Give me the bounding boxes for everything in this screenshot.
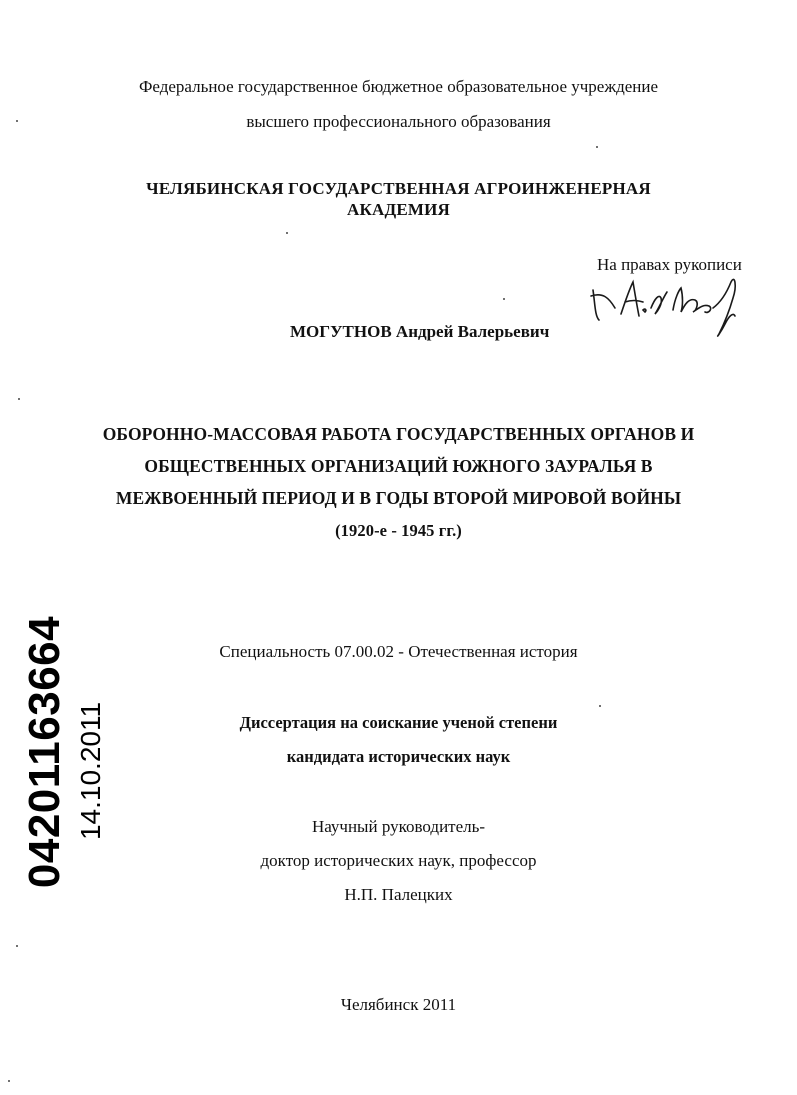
dissertation-degree-line-2: кандидата исторических наук bbox=[286, 747, 511, 766]
organization-line-2: высшего профессионального образования bbox=[246, 112, 551, 131]
scan-speck bbox=[18, 398, 20, 400]
city-and-year: Челябинск 2011 bbox=[340, 995, 457, 1014]
supervisor-degree: доктор исторических наук, профессор bbox=[260, 851, 537, 870]
dissertation-title-period: (1920-е - 1945 гг.) bbox=[335, 521, 462, 540]
dissertation-degree-line-1: Диссертация на соискание ученой степени bbox=[239, 713, 558, 732]
scan-speck bbox=[286, 232, 288, 234]
scan-speck bbox=[596, 146, 598, 148]
author-signature bbox=[585, 268, 745, 348]
supervisor-label: Научный руководитель- bbox=[311, 817, 486, 836]
supervisor-name: Н.П. Палецких bbox=[344, 885, 453, 904]
scan-speck bbox=[503, 298, 505, 300]
library-stamp-code: 04201163664 bbox=[20, 615, 69, 889]
dissertation-title-line-1: ОБОРОННО-МАССОВАЯ РАБОТА ГОСУДАРСТВЕННЫХ ОРГАНОВ И bbox=[102, 424, 695, 444]
author-name: МОГУТНОВ Андрей Валерьевич bbox=[290, 322, 550, 341]
institution-name-line-1: ЧЕЛЯБИНСКАЯ ГОСУДАРСТВЕННАЯ АГРОИНЖЕНЕРНАЯ bbox=[146, 179, 651, 198]
scan-speck bbox=[16, 945, 18, 947]
organization-line-1: Федеральное государственное бюджетное образовательное учреждение bbox=[138, 77, 659, 96]
dissertation-title-line-2: ОБЩЕСТВЕННЫХ ОРГАНИЗАЦИЙ ЮЖНОГО ЗАУРАЛЬЯ В bbox=[144, 456, 653, 476]
library-stamp-date: 14.10.2011 bbox=[75, 701, 106, 841]
institution-name-line-2: АКАДЕМИЯ bbox=[346, 200, 451, 219]
scan-speck bbox=[599, 705, 601, 707]
specialty-line: Специальность 07.00.02 - Отечественная история bbox=[219, 642, 578, 661]
scan-speck bbox=[16, 120, 18, 122]
manuscript-rights-note: На правах рукописи bbox=[597, 255, 742, 274]
scan-speck bbox=[8, 1080, 10, 1082]
dissertation-title-line-3: МЕЖВОЕННЫЙ ПЕРИОД И В ГОДЫ ВТОРОЙ МИРОВОЙ ВОЙНЫ bbox=[115, 488, 682, 508]
